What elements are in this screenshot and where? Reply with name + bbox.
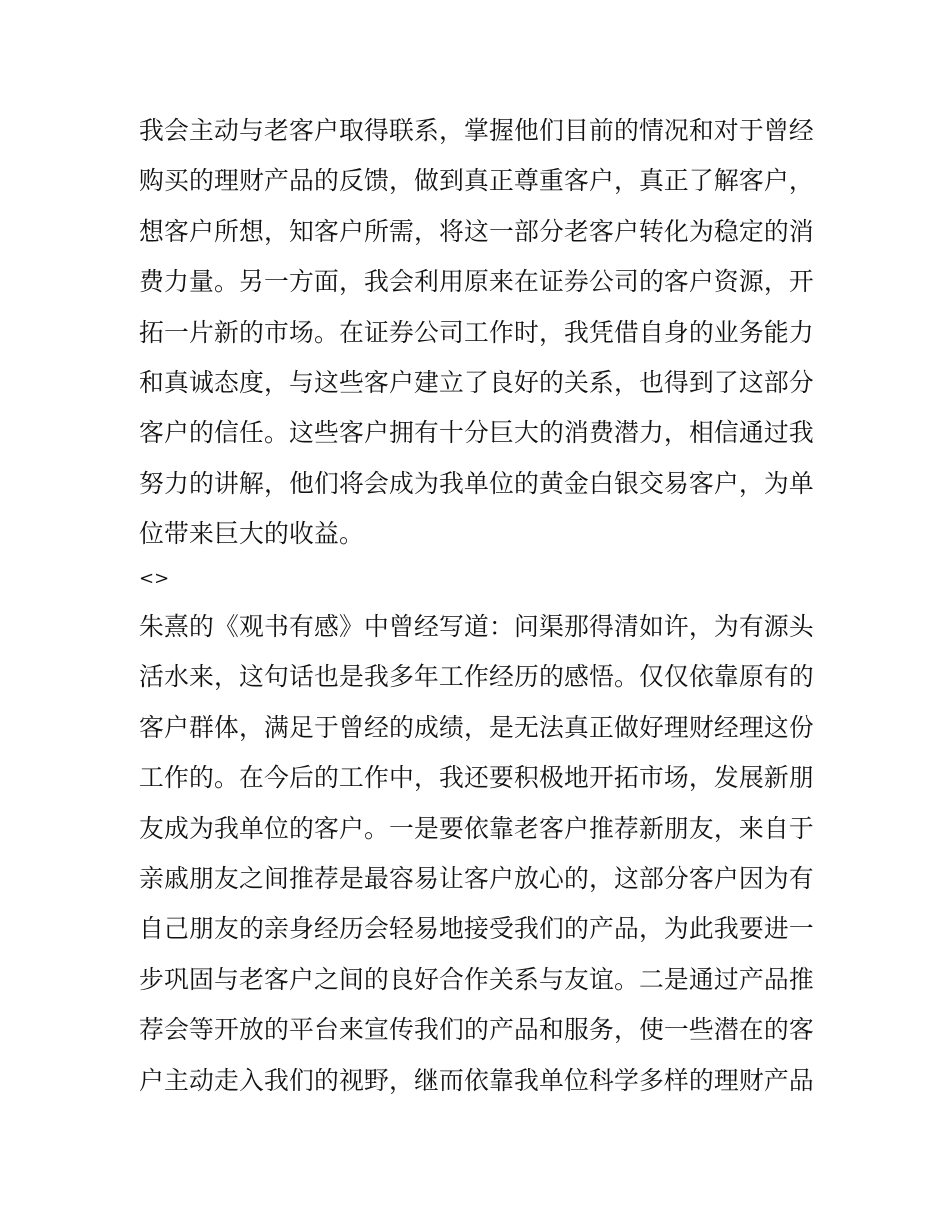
text-line: 荐会等开放的平台来宣传我们的产品和服务，使一些潜在的客	[139, 1015, 814, 1045]
text-line: 朱熹的《观书有感》中曾经写道：问渠那得清如许，为有源头	[139, 612, 814, 641]
text-line: 友成为我单位的客户。一是要依靠老客户推荐新朋友，来自于	[139, 813, 814, 843]
text-line: 工作的。在今后的工作中，我还要积极地开拓市场，发展新朋	[139, 763, 814, 793]
text-line: 位带来巨大的收益。	[139, 519, 364, 549]
text-line: 拓一片新的市场。在证券公司工作时，我凭借自身的业务能力	[139, 317, 814, 347]
text-line: 努力的讲解，他们将会成为我单位的黄金白银交易客户，为单	[139, 468, 814, 498]
text-line: 想客户所想，知客户所需，将这一部分老客户转化为稳定的消	[139, 216, 814, 246]
text-line: 步巩固与老客户之间的良好合作关系与友谊。二是通过产品推	[139, 964, 814, 994]
text-line: 费力量。另一方面，我会利用原来在证券公司的客户资源，开	[139, 267, 814, 297]
text-line: 户主动走入我们的视野，继而依靠我单位科学多样的理财产品	[139, 1065, 814, 1095]
text-line: 亲戚朋友之间推荐是最容易让客户放心的，这部分客户因为有	[139, 863, 814, 893]
text-line: 我会主动与老客户取得联系，掌握他们目前的情况和对于曾经	[139, 116, 814, 145]
text-line: 自己朋友的亲身经历会轻易地接受我们的产品，为此我要进一	[139, 914, 814, 944]
section-separator: <>	[139, 568, 170, 589]
text-line: 客户的信任。这些客户拥有十分巨大的消费潜力，相信通过我	[139, 418, 814, 448]
paragraph-market-expansion	[139, 602, 819, 1106]
text-line: 购买的理财产品的反馈，做到真正尊重客户，真正了解客户，	[139, 166, 814, 196]
text-line: 客户群体，满足于曾经的成绩，是无法真正做好理财经理这份	[139, 712, 814, 742]
paragraph-customer-retention	[139, 106, 819, 560]
text-line: 活水来，这句话也是我多年工作经历的感悟。仅仅依靠原有的	[139, 662, 814, 692]
text-line: 和真诚态度，与这些客户建立了良好的关系，也得到了这部分	[139, 367, 814, 397]
